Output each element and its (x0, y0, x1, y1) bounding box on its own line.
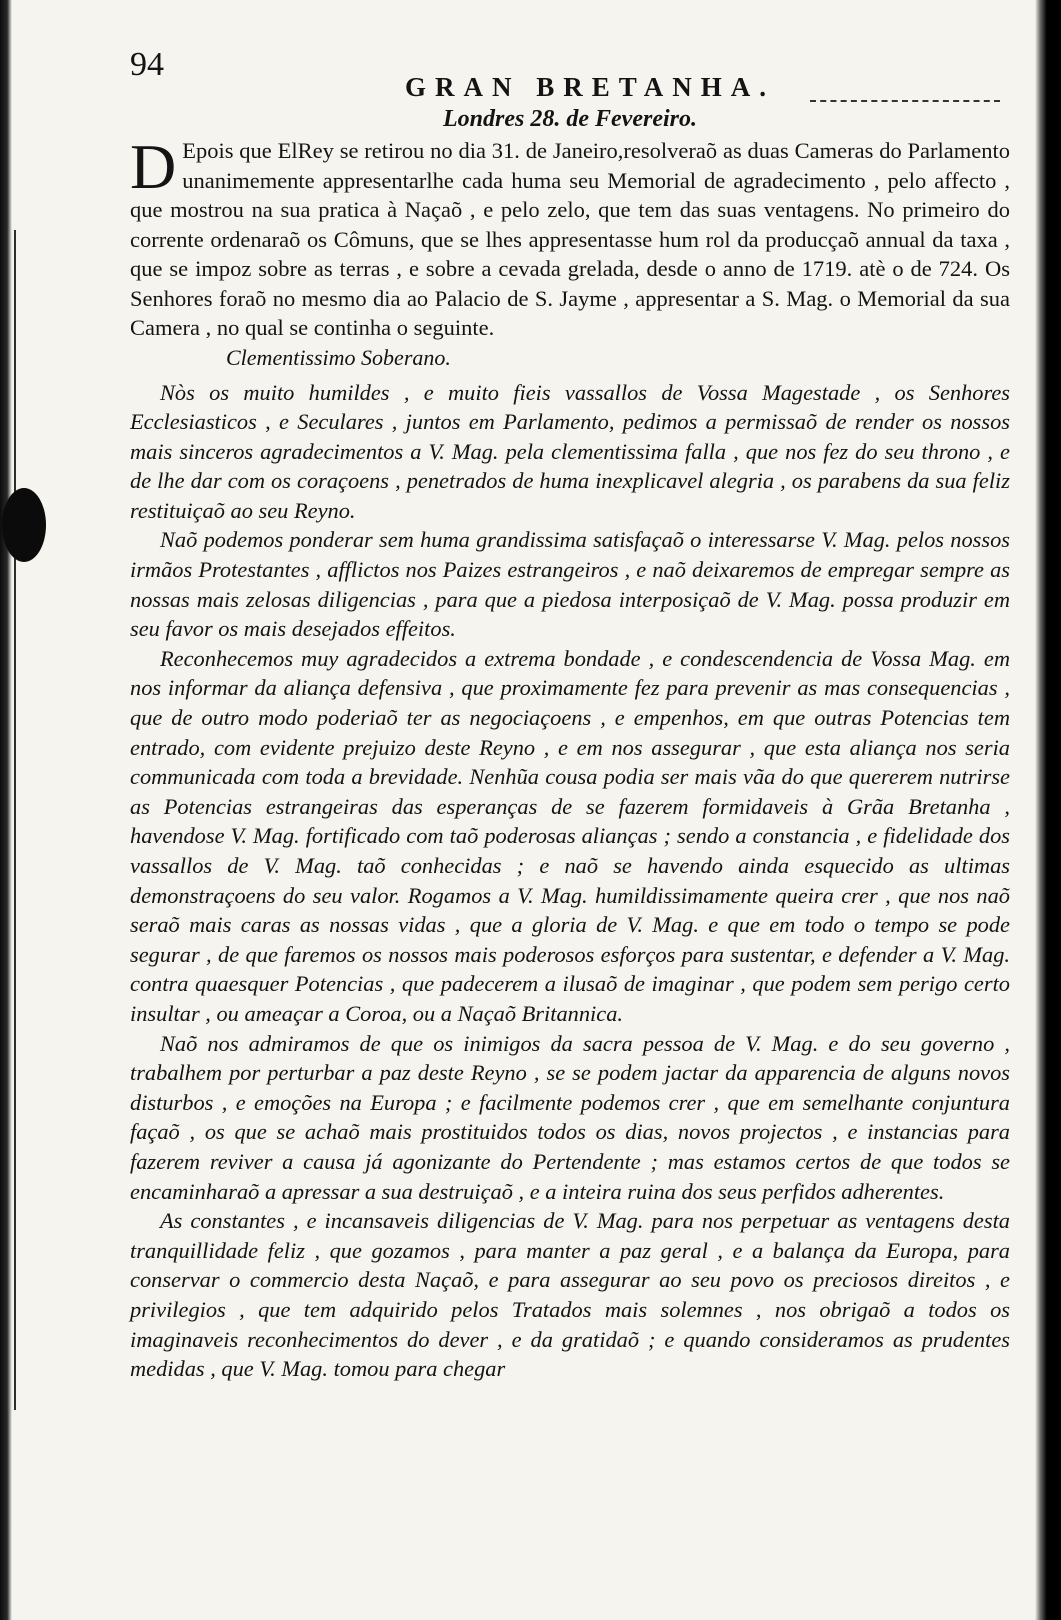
memorial-paragraph-5: As constantes , e incansaveis diligencias de V. Mag. para nos perpetuar as ventagens desta tranquillidade feliz , que gozamos , para manter a paz geral , e a balança da Europa, para conservar o commercio desta Naçaõ, e para assegurar ao seu povo os preciosos direitos , e privilegios , que tem adquirido pelos Tratados mais solemnes , nos obrigaõ a todos os imaginaveis reconhecimentos do dever , e da gratidaõ ; e quando consideramos as prudentes medidas , que V. Mag. tomou para chegar (130, 1208, 1010, 1382)
binding-rule (14, 230, 16, 1410)
intro-paragraph (130, 131, 1010, 343)
running-head-rule (810, 100, 1000, 102)
memorial-paragraph-4: Naõ nos admiramos de que os inimigos da sacra pessoa de V. Mag. e do seu governo , trabalhem por perturbar a paz deste Reyno , se se podem jactar da apparencia de alguns novos disturbos , e emoções na Europa ; e facilmente podemos crer , que em semelhante conjuntura façaõ , os que se achaõ mais prostituidos todos os dias, novos projectos , e instancias para fazerem reviver a causa já agonizante do Pertendente ; mas estamos certos de que todos se encaminharaõ a apressar a sua destruiçaõ , e a inteira ruina dos seus perfidos adherentes. (130, 1030, 1010, 1204)
intro-text: Epois que ElRey se retirou no dia 31. de Janeiro,resolveraõ as duas Cameras do Parlamento unanimemente appresentarlhe cada huma seu Memorial de agradecimento , pelo affecto , que mostrou na sua pratica à Naçaõ , e pelo zelo, que tem das suas ventagens. No primeiro do corrente ordenaraõ os Cômuns, que se lhes appresentasse hum rol da producçaõ annual da taxa , que se impoz sobre as terras , e sobre a cevada grelada, desde o anno de 1719. atè o de 724. Os Senhores foraõ no mesmo dia ao Palacio de S. Jayme , appresentar a S. Mag. o Memorial da sua Camera , no qual se continha o seguinte. (130, 138, 1010, 340)
memorial-paragraph-2: Naõ podemos ponderar sem huma grandissima satisfaçaõ o interessarse V. Mag. pelos nossos irmãos Protestantes , afflictos nos Paizes estrangeiros , e naõ deixaremos de empregar sempre as nossas mais zelosas diligencias , para que a piedosa interposiçaõ de V. Mag. possa produzir em seu favor os mais desejados effeitos. (130, 527, 1010, 642)
dateline: Londres 28. de Fevereiro. (443, 106, 697, 132)
running-head: GRAN BRETANHA. (404, 72, 775, 102)
salutation: Clementissimo Soberano. (226, 344, 451, 370)
scan-right-edge (1035, 0, 1061, 1620)
memorial-paragraph-3: Reconhecemos muy agradecidos a extrema bondade , e condescendencia de Vossa Mag. em nos informar da aliança defensiva , que proximamente fez para prevenir as mas consequencias , que de outro modo poderiaõ ter as negociaçoens , e empenhos, em que outras Potencias tem entrado, com evidente prejuizo deste Reyno , e em nos assegurar , que esta aliança nos seria communicada com toda a brevidade. Nenhũa cousa podia ser mais vãa do que quererem nutrirse as Potencias estrangeiras das esperanças de se fazerem formidaveis à Grãa Bretanha , havendose V. Mag. fortificado com taõ poderosas alianças ; sendo a constancia , e fidelidade dos vassallos de V. Mag. taõ conhecidas ; e naõ se havendo ainda esquecido as ultimas demonstraçoens do seu valor. Rogamos a V. Mag. humildissimamente queira crer , que nos naõ seraõ mais caras as nossas vidas , que a gloria de V. Mag. e que em todo o tempo se pode segurar , de que faremos os nossos mais poderosos esforços para sustentar, e defender a V. Mag. contra quaesquer Potencias , que padecerem a ilusaõ de imaginar , que podem sem perigo certo insultar , ou ameaçar a Coroa, ou a Naçaõ Britannica. (130, 645, 1010, 1026)
binding-hole (2, 488, 46, 562)
memorial-paragraph-1: Nòs os muito humildes , e muito fieis vassallos de Vossa Magestade , os Senhores Ecclesiasticos , e Seculares , juntos em Parlamento, pedimos a permissaõ de render os nossos mais sinceros agradecimentos a V. Mag. pela clementissima falla , que nos fez do seu throno , e de lhe dar com os coraçoens , penetrados de huma inexplicavel alegria , os parabens da sua feliz restituiçaõ ao seu Reyno. (130, 379, 1010, 523)
drop-cap: D (130, 131, 177, 202)
document-page (130, 40, 1010, 1600)
page-number: 94 (130, 46, 164, 83)
scan-left-edge (0, 0, 12, 1620)
